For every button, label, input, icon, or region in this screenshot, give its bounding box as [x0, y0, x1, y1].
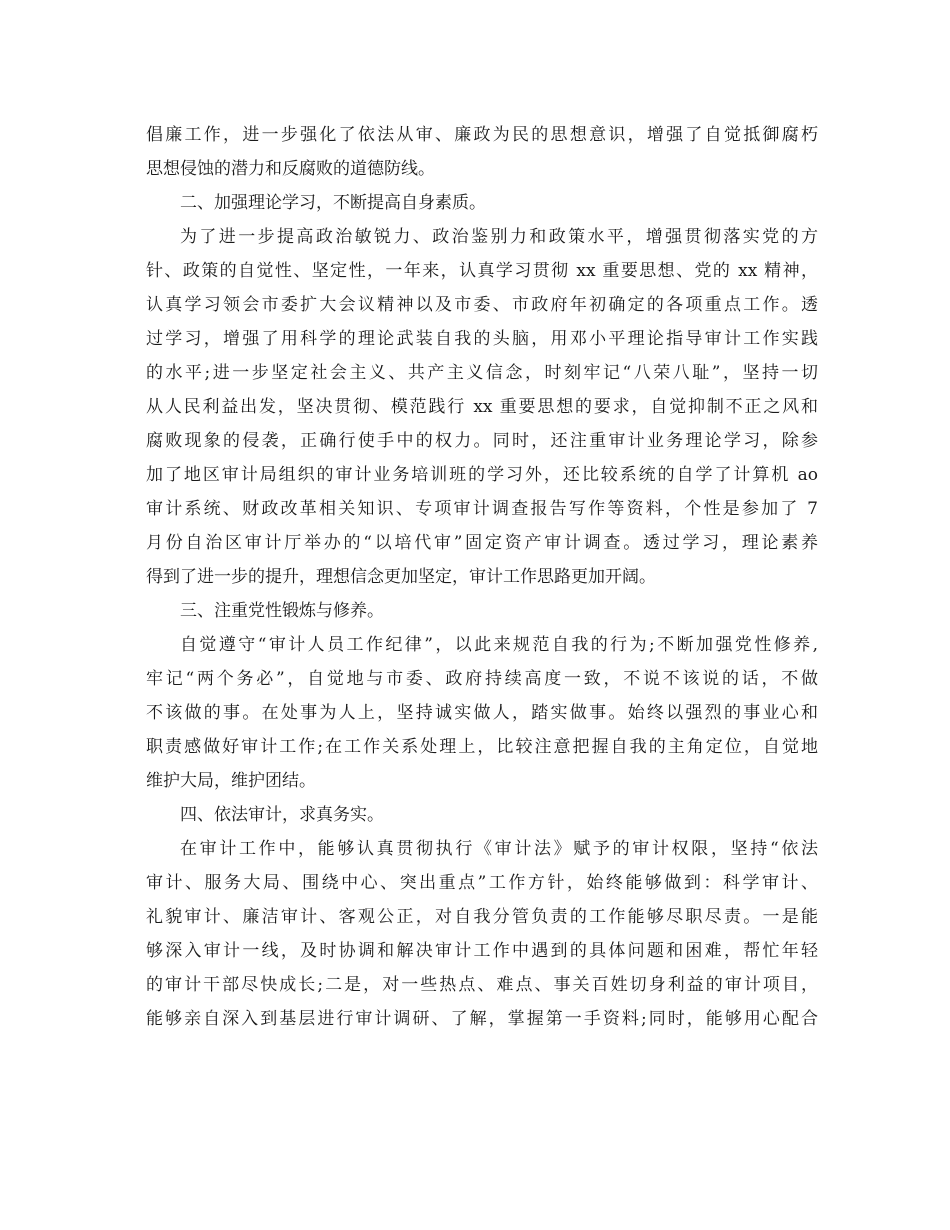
text-line: 礼貌审计、廉洁审计、客观公正，对自我分管负责的工作能够尽职尽责。一是能 [146, 907, 818, 927]
text-line: 审计、服务大局、围绕中心、突出重点”工作方针，始终能够做到：科学审计、 [146, 873, 818, 893]
text-line: 思想侵蚀的潜力和反腐败的道德防线。 [146, 159, 435, 179]
text-line: 的审计干部尽快成长;二是，对一些热点、难点、事关百姓切身利益的审计项目， [146, 975, 818, 995]
text-line: 过学习，增强了用科学的理论武装自我的头脑，用邓小平理论指导审计工作实践 [146, 329, 818, 349]
text-line: 审计系统、财政改革相关知识、专项审计调查报告写作等资料，个性是参加了 7 [146, 499, 818, 519]
text-line: 能够亲自深入到基层进行审计调研、了解，掌握第一手资料;同时，能够用心配合 [146, 1009, 818, 1029]
section-heading: 二、加强理论学习，不断提高自身素质。 [180, 193, 486, 213]
text-line: 得到了进一步的提升，理想信念更加坚定，审计工作思路更加开阔。 [146, 567, 656, 587]
text-line: 月份自治区审计厅举办的“以培代审”固定资产审计调查。透过学习，理论素养 [146, 533, 818, 553]
text-line: 从人民利益出发，坚决贯彻、模范践行 xx 重要思想的要求，自觉抑制不正之风和 [146, 397, 818, 417]
text-line: 不该做的事。在处事为人上，坚持诚实做人，踏实做事。始终以强烈的事业心和 [146, 703, 818, 723]
text-line: 在审计工作中，能够认真贯彻执行《审计法》赋予的审计权限，坚持“依法 [180, 839, 818, 859]
text-line: 够深入审计一线，及时协调和解决审计工作中遇到的具体问题和困难，帮忙年轻 [146, 941, 818, 961]
text-line: 腐败现象的侵袭，正确行使手中的权力。同时，还注重审计业务理论学习，除参 [146, 431, 818, 451]
text-line: 加了地区审计局组织的审计业务培训班的学习外，还比较系统的自学了计算机 ao [146, 465, 818, 485]
text-line: 针、政策的自觉性、坚定性，一年来，认真学习贯彻 xx 重要思想、党的 xx 精神， [146, 261, 818, 281]
text-line: 的水平;进一步坚定社会主义、共产主义信念，时刻牢记“八荣八耻”，坚持一切 [146, 363, 818, 383]
text-line: 自觉遵守“审计人员工作纪律”，以此来规范自我的行为;不断加强党性修养, [180, 635, 818, 655]
section-heading: 四、依法审计，求真务实。 [180, 805, 384, 825]
text-line: 维护大局，维护团结。 [146, 771, 316, 791]
text-line: 认真学习领会市委扩大会议精神以及市委、市政府年初确定的各项重点工作。透 [146, 295, 818, 315]
text-line: 职责感做好审计工作;在工作关系处理上，比较注意把握自我的主角定位，自觉地 [146, 737, 818, 757]
text-line: 为了进一步提高政治敏锐力、政治鉴别力和政策水平，增强贯彻落实党的方 [180, 227, 818, 247]
section-heading: 三、注重党性锻炼与修养。 [180, 601, 384, 621]
text-line: 牢记“两个务必”，自觉地与市委、政府持续高度一致，不说不该说的话，不做 [146, 669, 818, 689]
document-body [146, 118, 818, 1036]
text-line: 倡廉工作，进一步强化了依法从审、廉政为民的思想意识，增强了自觉抵御腐朽 [146, 125, 818, 145]
